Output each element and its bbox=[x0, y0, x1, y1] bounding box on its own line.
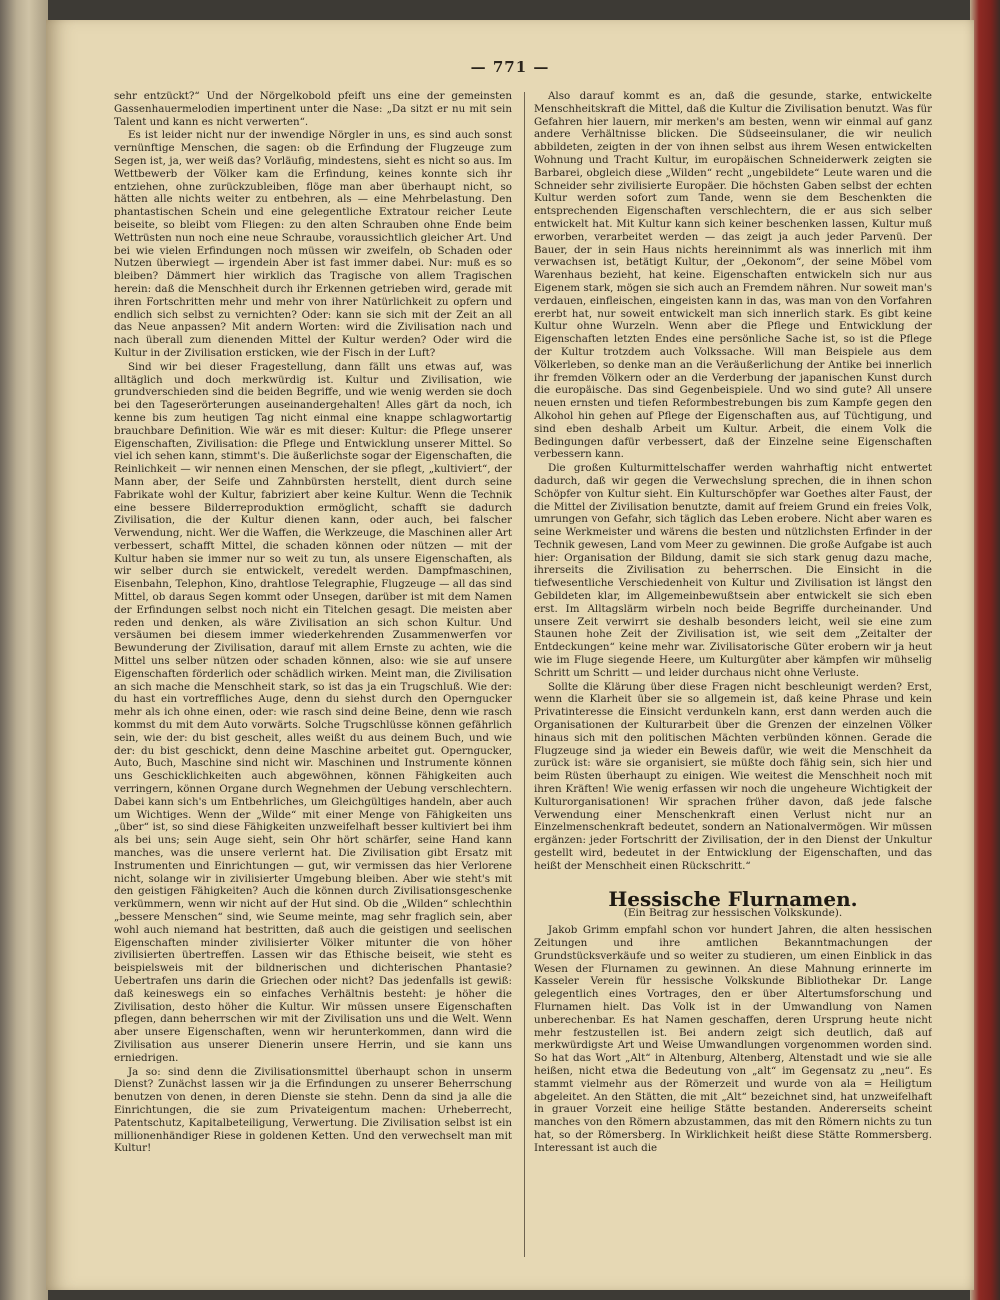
book-page bbox=[46, 20, 974, 1290]
paragraph: sehr entzückt?“ Und der Nörgelkobold pfeift uns eine der gemeinsten Gassenhauermelodien impertinent unter die Nase: „Da sitzt er nu mit sein Talent und kann es nicht verwerten“. bbox=[114, 90, 512, 128]
page-number: — 771 — bbox=[470, 58, 550, 76]
right-column bbox=[534, 90, 932, 1270]
article-subtitle: (Ein Beitrag zur hessischen Volkskunde). bbox=[623, 907, 843, 920]
paragraph: Es ist leider nicht nur der inwendige Nörgler in uns, es sind auch sonst vernünftige Menschen, die sagen: ob die Erfindung der Flugzeuge zum Segen ist, ja, wer weiß das? Vorläufig, mindestens, sieht es nicht so aus. Im Wettbewerb der Völker kam die Erfindung, keines konnte sich ihr entziehen, ohne zurückzubleiben, flöge man aber überhaupt nicht, so hätten alle nichts weiter zu entbehren, als — eine Mehrbelastung. Den phantastischen Schein und eine gelegentliche Extratour reicher Leute beiseite, so bleibt vom Fliegen: zu den alten Schrauben ohne Ende beim Wettrüsten nun noch eine neue Schraube, voraussichtlich gleicher Art. Und bei wie vielen Erfindungen noch müssen wir zweifeln, ob Schaden oder Nutzen überwiegt — irgendein Aber ist fast immer dabei. Nur: muß es so bleiben? Dämmert hier wirklich das Tragische von allem Tragischen herein: daß die Menschheit durch ihr Erkennen getrieben wird, gerade mit ihren Fortschritten mehr und mehr von ihrer Natürlichkeit zu opfern und endlich sich selbst zu vernichten? Oder: kann sie sich mit der Zeit an all das Neue anpassen? Mit andern Worten: wird die Zivilisation nach und nach überall zum dienenden Mittel der Kultur werden? Oder wird die Kultur in der Zivilisation ersticken, wie der Fisch in der Luft? bbox=[114, 129, 512, 359]
book-binding-edge bbox=[0, 0, 48, 1300]
column-divider bbox=[524, 92, 525, 1257]
paragraph: Sind wir bei dieser Fragestellung, dann fällt uns etwas auf, was alltäglich und doch merkwürdig ist. Kultur und Zivilisation, wie grundverschieden sind die beiden Begriffe, und wie wenig werden sie doch bei den Tageserörterungen auseinandergehalten! Alles gärt da noch, ich kenne bis zum heutigen Tag nicht einmal eine knappe schlagwortartig brauchbare Definition. Wie wär es mit dieser: Kultur: die Pflege unserer Eigenschaften, Zivilisation: die Pflege und Entwicklung unserer Mittel. So viel ich sehen kann, stimmt's. Die äußerlichste sogar der Eigenschaften, die Reinlichkeit — wir nennen einen Menschen, der sie pflegt, „kultiviert“, der Mann aber, der Seife und Zahnbürsten herstellt, dient durch seine Fabrikate wohl der Kultur, fabriziert aber keine Kultur. Wenn die Technik eine bessere Bilderreproduktion ermöglicht, schafft sie dadurch Zivilisation, die der Kultur dienen kann, oder auch, bei falscher Verwendung, nicht. Wer die Waffen, die Werkzeuge, die Maschinen aller Art verbessert, schafft Mittel, die schaden können oder nützen — mit der Kultur haben sie immer nur so weit zu tun, als unsere Eigenschaften, als wir selber durch sie entwickelt, veredelt werden. Dampfmaschinen, Eisenbahn, Telephon, Kino, drahtlose Telegraphie, Flugzeuge — all das sind Mittel, ob daraus Segen kommt oder Unsegen, darüber ist mit dem Namen der Erfindungen selbst noch nicht ein Titelchen gesagt. Die meisten aber reden und denken, als wäre Zivilisation an sich schon Kultur. Und versäumen bei diesem immer wiederkehrenden Zusammenwerfen vor Bewunderung der Zivilisation, darauf mit allem Ernste zu achten, wie die Mittel uns selber nützen oder schaden können, also: wie sie auf unsere Eigenschaften förderlich oder schädlich wirken. Meint man, die Zivilisation an sich mache die Menschheit stark, so ist das ja ein Trugschluß. Wie der: du hast ein vortreffliches Auge, denn du siehst durch den Operngucker mehr als ich ohne einen, oder: wie rasch sind deine Beine, denn wie rasch kommst du mit dem Auto vorwärts. Solche Trugschlüsse können gefährlich sein, wie der: du bist gescheit, alles weißt du aus deinem Buch, und wie der: du bist geschickt, denn deine Maschine arbeitet gut. Operngucker, Auto, Buch, Maschine sind nicht wir. Maschinen und Instrumente können uns Geschicklichkeiten auch abgewöhnen, können Fähigkeiten auch verringern, können Organe durch Wegnehmen der Uebung verschlechtern. Dabei kann sich's um Entbehrliches, um Gleichgültiges handeln, aber auch um Wichtiges. Wenn der „Wilde“ mit einer Menge von Fähigkeiten uns „über“ ist, so sind diese Fähigkeiten unzweifelhaft besser kultiviert bei ihm als bei uns; sein Auge sieht, sein Ohr hört schärfer, seine Hand kann manches, was die unsere verlernt hat. Die Zivilisation gibt Ersatz mit Instrumenten und Einrichtungen — gut, wir vermissen das hier Verlorene nicht, solange wir in zivilisierter Umgebung bleiben. Aber wie steht's mit den geistigen Fähigkeiten? Auch die können durch Zivilisationsgeschenke verkümmern, wenn wir nicht auf der Hut sind. Ob die „Wilden“ schlechthin „bessere Menschen“ sind, wie Seume meinte, mag sehr fraglich sein, aber wohl auch niemand hat bestritten, daß auch die geistigen und seelischen Eigenschaften minder zivilisierter Völker mitunter die von höher zivilisierten übertreffen. Lassen wir das Ethische beiseit, wie steht es beispielsweis mit der bildnerischen und dichterischen Phantasie? Uebertrafen uns darin die Griechen oder nicht? Das jedenfalls ist gewiß: daß keineswegs ein so einfaches Verhältnis besteht: je höher die Zivilisation, desto höher die Kultur. Wir müssen unsere Eigenschaften pflegen, dann beherrschen wir mit der Zivilisation uns und die Welt. Wenn aber unsere Eigenschaften, wenn wir herunterkommen, dann wird die Zivilisation aus unserer Dienerin unsere Herrin, und sie kann uns erniedrigen. bbox=[114, 360, 512, 1064]
paragraph: Sollte die Klärung über diese Fragen nicht beschleunigt werden? Erst, wenn die Klarheit über sie so allgemein ist, daß keine Phrase und kein Privatinteresse die Einsicht verdunkeln kann, erst dann werden auch die Organisationen der Kulturarbeit über die Grenzen der einzelnen Völker hinaus sich mit den politischen Mächten verbünden können. Gerade die Flugzeuge sind ja wieder ein Beweis dafür, wie weit die Menschheit da zurück ist: wäre sie organisiert, sie müßte doch fähig sein, sich hier und beim Rüsten überhaupt zu einigen. Wie weitest die Menschheit noch mit ihren Kräften! Wie wenig erfassen wir noch die ungeheure Wichtigkeit der Kulturorganisationen! Wir sprachen früher davon, daß jede falsche Verwendung einer Menschenkraft einen Verlust nicht nur an Einzelmenschenkraft bedeutet, sondern an Nationalvermögen. Wir müssen ergänzen: jeder Fortschritt der Zivilisation, der in den Dienst der Unkultur gestellt wird, bedeutet in der Entwicklung der Eigenschaften, und das heißt der Menschheit einen Rückschritt.“ bbox=[534, 680, 932, 872]
paragraph: Die großen Kulturmittelschaffer werden wahrhaftig nicht entwertet dadurch, daß wir gegen die Verwechslung sprechen, die in ihnen schon Schöpfer von Kultur sieht. Ein Kulturschöpfer war Goethes alter Faust, der die Mittel der Zivilisation benutzte, damit auf freiem Grund ein freies Volk, umrungen von Gefahr, sich täglich das Leben erobere. Nicht aber waren es seine Werkmeister und wärens die besten und nützlichsten Erfinder in der Technik gewesen, Land vom Meer zu gewinnen. Die große Aufgabe ist auch hier: Organisation der Bildung, damit sie sich stark genug dazu mache, ihrerseits die Zivilisation zu beherrschen. Die Einsicht in die tiefwesentliche Verschiedenheit von Kultur und Zivilisation ist längst den Gebildeten klar, im Allgemeinbewußtsein aber entwickelt sie sich eben erst. Im Alltagslärm wirbeln noch beide Begriffe durcheinander. Und unsere Zeit verwirrt sie deshalb besonders leicht, weil sie eine zum Staunen hohe Zeit der Zivilisation ist, wie seit dem „Zeitalter der Entdeckungen“ keine mehr war. Zivilisatorische Güter erobern wir ja heut wie im Fluge siegende Heere, um Kulturgüter aber kämpfen wir mühselig Schritt um Schritt — und leider durchaus nicht ohne Verluste. bbox=[534, 462, 932, 679]
paragraph: Also darauf kommt es an, daß die gesunde, starke, entwickelte Menschheitskraft die Mittel, daß die Kultur die Zivilisation benutzt. Was für Gefahren hier lauern, mir merken's am besten, wenn wir einmal auf ganz andere Verhältnisse blicken. Die Südseeinsulaner, die wir neulich abbildeten, zeigten in der von ihnen selbst aus ihrem Wesen entwickelten Wohnung und Tracht Kultur, im europäischen Schneiderwerk zeigten sie Barbarei, obgleich diese „Wilden“ recht „ungebildete“ Leute waren und die Schneider sehr zivilisierte Europäer. Die höchsten Gaben selbst der echten Kultur werden sofort zum Tande, wenn sie dem Beschenkten die entsprechenden Eigenschaften verschlechtern, die er aus sich selber entwickelt hat. Mit Kultur kann sich keiner beschenken lassen, Kultur muß erworben, verarbeitet werden — das zeigt ja auch jeder Parvenü. Der Bauer, der in sein Haus nichts hereinnimmt als was innerlich mit ihm verwachsen ist, betätigt Kultur, der „Oekonom“, der seine Möbel vom Warenhaus bezieht, hat keine. Eigenschaften entwickeln sich nur aus Eigenem stark, mögen sie sich auch an Fremdem nähren. Nur soweit man's verdauen, einfleischen, eingeisten kann in das, was man von den Vorfahren ererbt hat, nur soweit entwickelt man sich innerlich stark. Es gibt keine Kultur ohne Wurzeln. Wenn aber die Pflege und Entwicklung der Eigenschaften letzten Endes eine persönliche Sache ist, so ist die Pflege der Kultur trotzdem auch Volkssache. Will man Beispiele aus dem Völkerleben, so denke man an die Veräußerlichung der Antike bei innerlich ihr fremden Völkern oder an die Verderbung der japanischen Kunst durch die europäische. Das sind Gegenbeispiele. Und wo sind gute? All unsere neuen ernsten und tiefen Reformbestrebungen bis zum Kampfe gegen den Alkohol hin gehen auf Pflege der Eigenschaften aus, auf Tüchtigung, und sind eben deshalb Arbeit um Kultur. Arbeit, die einem Volk die Bedingungen dafür verbessert, daß der Einzelne seine Eigenschaften verbessern kann. bbox=[534, 90, 932, 461]
left-column bbox=[114, 90, 512, 1270]
book-cover-edge bbox=[970, 0, 1000, 1300]
paragraph: Ja so: sind denn die Zivilisationsmittel überhaupt schon in unserm Dienst? Zunächst lassen wir ja die Erfindungen zu unserer Beherrschung benutzen von denen, in deren Dienste sie stehn. Denn da sind ja alle die Einrichtungen, die sie zum Privateigentum machen: Urheberrecht, Patentschutz, Kapitalbeteiligung, Verwertung. Die Zivilisation selbst ist ein millionenhändiger Riese in goldenen Ketten. Und den verwechselt man mit Kultur! bbox=[114, 1065, 512, 1155]
article-title: Hessische Flurnamen. bbox=[608, 886, 858, 911]
paragraph: Jakob Grimm empfahl schon vor hundert Jahren, die alten hessischen Zeitungen und ihre amtlichen Bekanntmachungen der Grundstücksverkäufe und so weiter zu studieren, um einen Einblick in das Wesen der Flurnamen zu gewinnen. An diese Mahnung erinnerte im Kasseler Verein für hessische Volkskunde Bibliothekar Dr. Lange gelegentlich eines Vortrages, den er über Altertumsforschung und Flurnamen hielt. Das Volk ist in der Umwandlung von Namen unberechenbar. Es hat Namen geschaffen, deren Ursprung heute nicht mehr festzustellen ist. Bei andern zeigt sich deutlich, daß auf merkwürdigste Art und Weise Umwandlungen vorgenommen worden sind. So hat das Wort „Alt“ in Altenburg, Altenberg, Altenstadt und wie sie alle heißen, nicht etwa die Bedeutung von „alt“ im Gegensatz zu „neu“. Es stammt vielmehr aus der Römerzeit und wurde von ala = Heiligtum abgeleitet. An den Stätten, die mit „Alt“ bezeichnet sind, hat unzweifelhaft in grauer Vorzeit eine heilige Stätte bestanden. Andererseits scheint manches von den Römern abzustammen, das mit den Römern nichts zu tun hat, so der Römersberg. In Wirklichkeit heißt diese Stätte Rommersberg. Interessant ist auch die bbox=[534, 924, 932, 1154]
